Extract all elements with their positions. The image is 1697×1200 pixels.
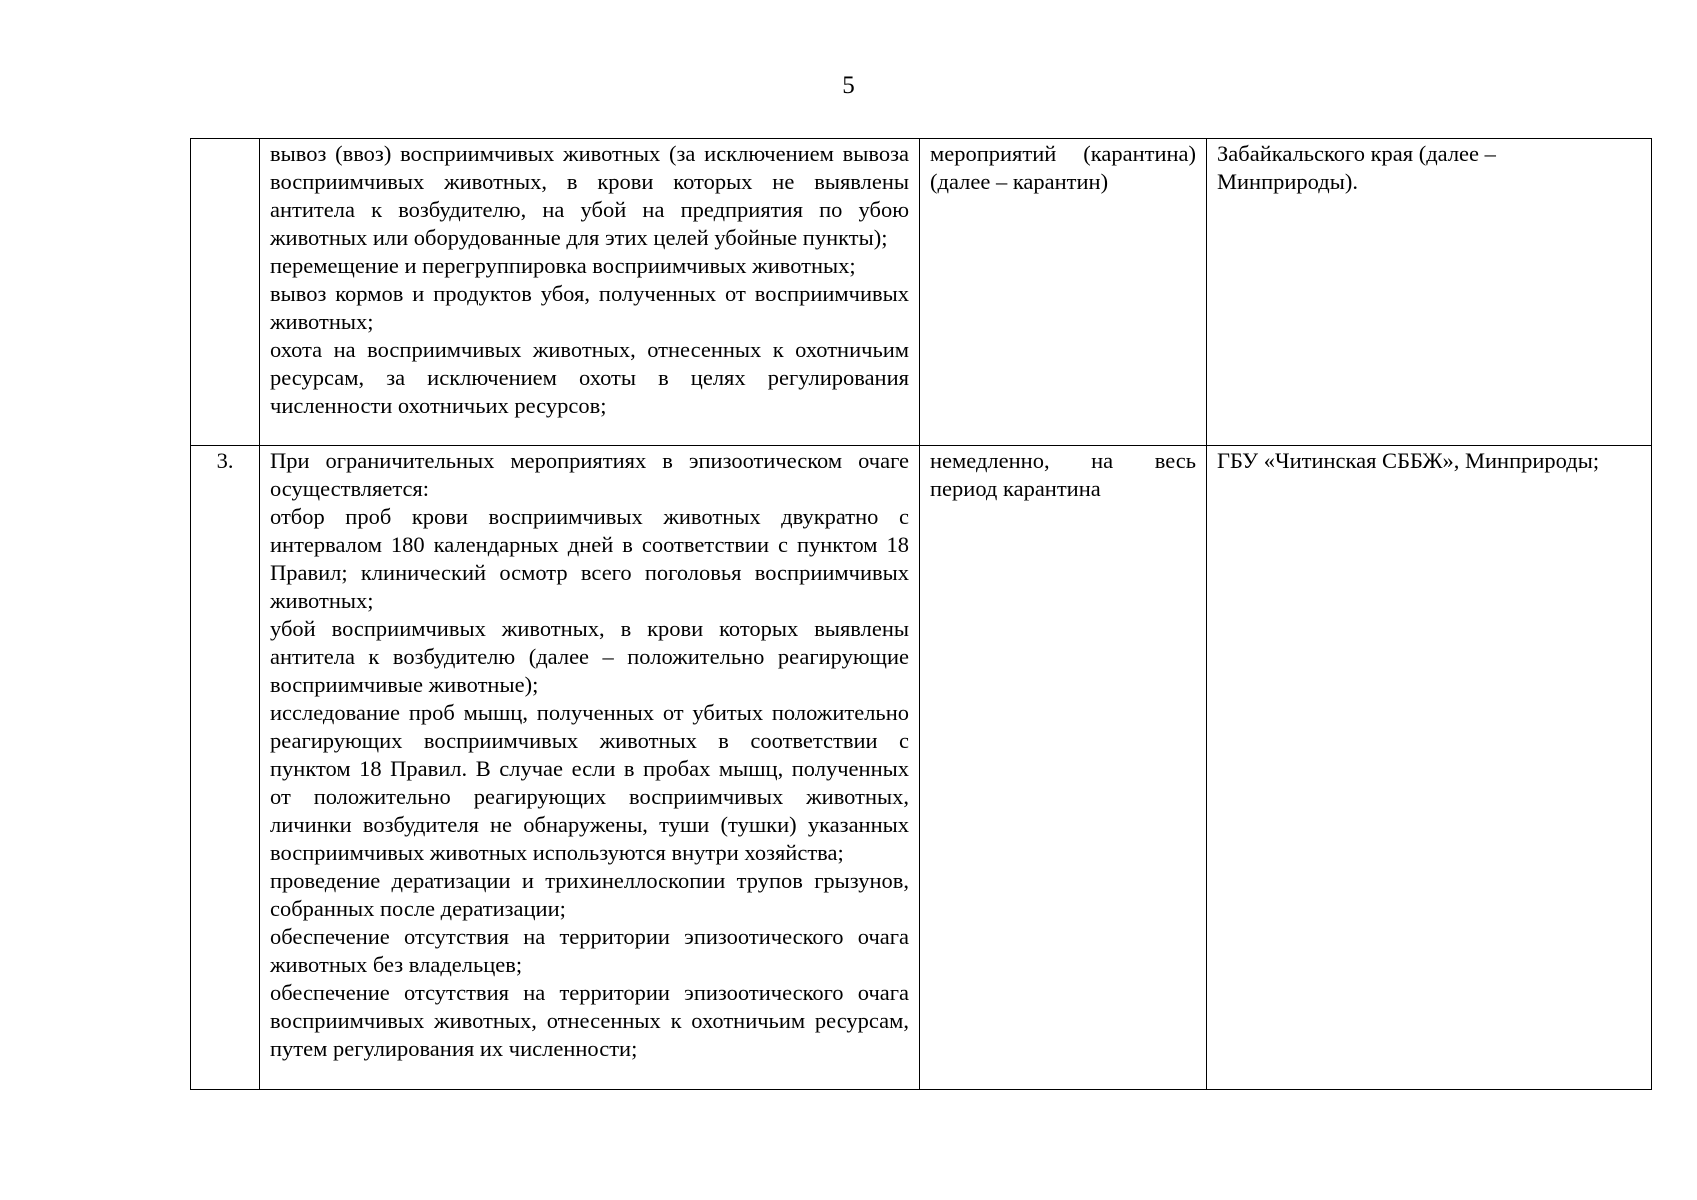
period-cell: немедленно, на весь период карантина (920, 446, 1207, 1090)
measure-paragraph: вывоз кормов и продуктов убоя, полученных от восприимчивых животных; (270, 281, 909, 334)
measure-paragraph: убой восприимчивых животных, в крови которых выявлены антитела к возбудителю (далее – положительно реагирующие восприимчивые животные); (270, 616, 909, 697)
measure-paragraph: обеспечение отсутствия на территории эпизоотического очага животных без владельцев; (270, 924, 909, 977)
measure-paragraph: отбор проб крови восприимчивых животных двукратно с интервалом 180 календарных дней в соответствии с пунктом 18 Правил; клинический осмотр всего поголовья восприимчивых животных; (270, 504, 909, 613)
measure-paragraph: исследование проб мышц, полученных от убитых положительно реагирующих восприимчивых животных в соответствии с пунктом 18 Правил. В случае если в пробах мышц, полученных от положительно реагирующих восприимчивых животных, личинки возбудителя не обнаружены, туши (тушки) указанных восприимчивых животных используются внутри хозяйства; (270, 700, 909, 865)
measure-paragraph: перемещение и перегруппировка восприимчивых животных; (270, 253, 856, 278)
measure-paragraph: проведение дератизации и трихинеллоскопии трупов грызунов, собранных после дератизации; (270, 868, 909, 921)
table-row (191, 139, 1652, 446)
measures-cell (260, 139, 920, 446)
page-number: 5 (842, 72, 855, 99)
measure-paragraph: обеспечение отсутствия на территории эпизоотического очага восприимчивых животных, отнесенных к охотничьим ресурсам, путем регулирования их численности; (270, 980, 909, 1061)
measures-cell (260, 446, 920, 1090)
responsible-cell: Забайкальского края (далее – Минприроды). (1207, 139, 1652, 446)
period-cell: мероприятий (карантина) (далее – карантин) (920, 139, 1207, 446)
row-number-cell: 3. (191, 446, 260, 1090)
measure-paragraph: охота на восприимчивых животных, отнесенных к охотничьим ресурсам, за исключением охоты в целях регулирования численности охотничьих ресурсов; (270, 337, 909, 418)
measure-paragraph: При ограничительных мероприятиях в эпизоотическом очаге осуществляется: (270, 448, 909, 501)
measures-table (190, 138, 1652, 1090)
measure-paragraph: вывоз (ввоз) восприимчивых животных (за исключением вывоза восприимчивых животных, в крови которых не выявлены антитела к возбудителю, на убой на предприятия по убою животных или оборудованные для этих целей убойные пункты); (270, 141, 909, 250)
row-number-cell (191, 139, 260, 446)
table-row (191, 446, 1652, 1090)
responsible-cell: ГБУ «Читинская СББЖ», Минприроды; (1207, 446, 1652, 1090)
